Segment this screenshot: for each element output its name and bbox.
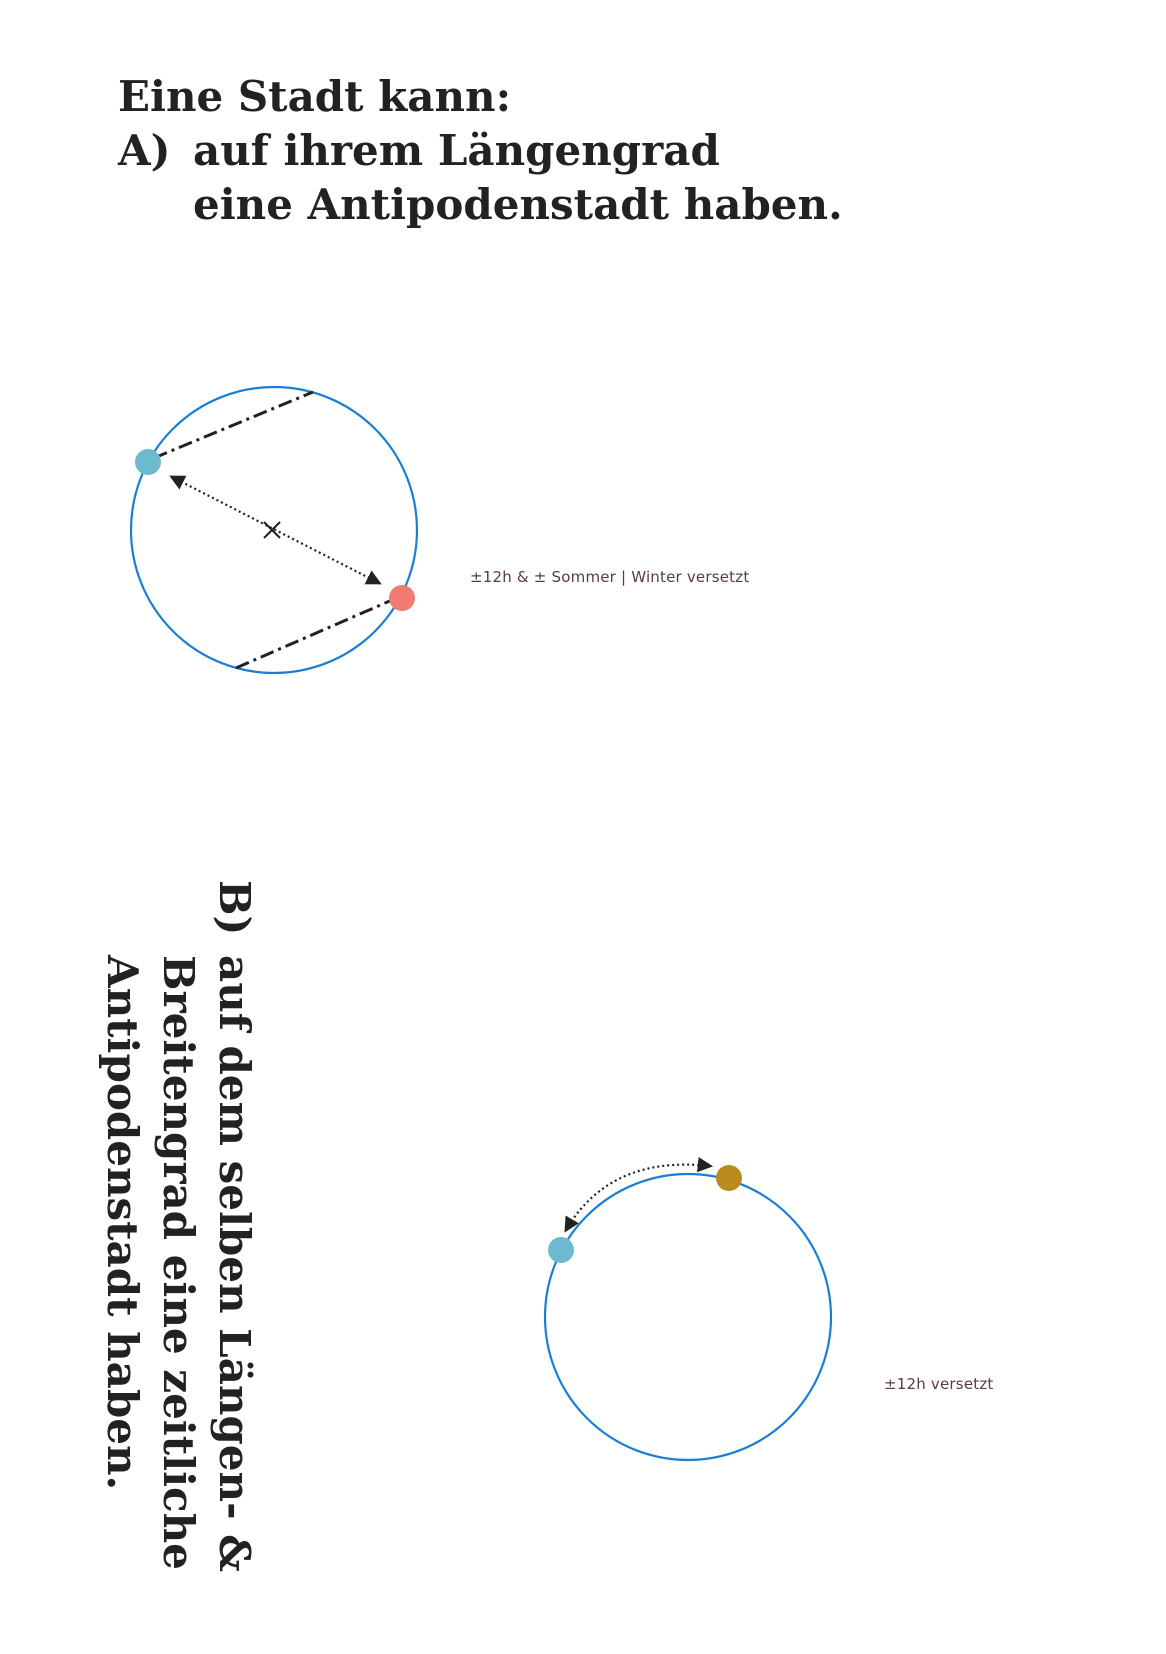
heading-intro-text: Eine Stadt kann: xyxy=(118,72,512,121)
caption-a: ±12h & ± Sommer | Winter versetzt xyxy=(470,568,750,586)
globe-circle-b xyxy=(545,1174,831,1460)
section-b-row-2 xyxy=(206,955,262,1572)
caption-b: ±12h versetzt xyxy=(884,1375,994,1393)
marker-b: B) xyxy=(210,880,259,936)
section-b-row-1 xyxy=(206,880,262,935)
antipode-city-dot-red xyxy=(389,585,415,611)
marker-a: A) xyxy=(118,126,171,175)
globe-circle-a xyxy=(131,387,417,673)
latitude-line-bottom xyxy=(236,600,392,668)
diagram-b xyxy=(545,1165,831,1460)
center-cross-icon xyxy=(264,522,280,538)
section-b-heading xyxy=(98,880,262,1573)
city-dot-blue-b xyxy=(548,1237,574,1263)
city-dot-blue-a xyxy=(135,449,161,475)
section-b-row-4 xyxy=(94,955,150,1490)
section-b-line-1: auf dem selben Längen- & xyxy=(210,955,259,1573)
section-b-line-2: Breitengrad eine zeitliche xyxy=(154,955,203,1570)
city-dot-gold xyxy=(716,1165,742,1191)
diagram-a xyxy=(131,387,417,673)
section-a-line-2: eine Antipodenstadt haben. xyxy=(193,180,843,229)
antipode-arrow xyxy=(172,477,379,583)
section-b-row-3 xyxy=(150,955,206,1570)
section-a-line-1: auf ihrem Längengrad xyxy=(193,126,720,175)
section-b-line-3: Antipodenstadt haben. xyxy=(98,955,147,1491)
